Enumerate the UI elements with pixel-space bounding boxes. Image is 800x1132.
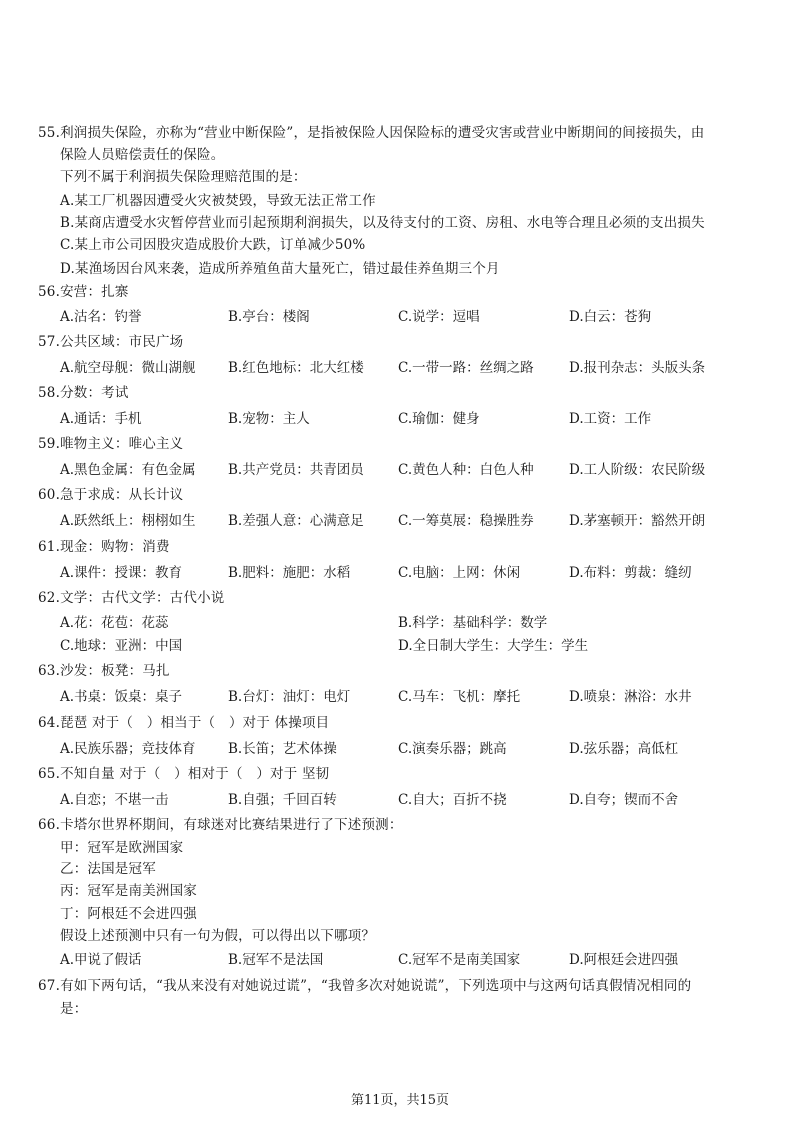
q61-option-d: D.布料：剪裁：缝纫 — [569, 565, 692, 581]
q64-option-c: C.演奏乐器；跳高 — [398, 741, 507, 757]
q62-option-b: B.科学：基础科学：数学 — [398, 615, 548, 631]
q63-stem: 63.沙发：板凳：马扎 — [38, 663, 170, 679]
q57-option-b: B.红色地标：北大红楼 — [228, 360, 364, 376]
q59-option-a: A.黑色金属：有色金属 — [60, 462, 196, 478]
q55-stem-line3: 下列不属于利润损失保险理赔范围的是： — [60, 169, 307, 185]
q65-option-d: D.自夸；锲而不舍 — [569, 792, 679, 808]
q66-option-c: C.冠军不是南美国家 — [398, 952, 521, 968]
q58-option-d: D.工资：工作 — [569, 411, 652, 427]
q57-option-c: C.一带一路：丝绸之路 — [398, 360, 534, 376]
q65-option-a: A.自恋；不堪一击 — [60, 792, 169, 808]
q59-stem: 59.唯物主义：唯心主义 — [38, 436, 184, 452]
q66-question: 假设上述预测中只有一句为假，可以得出以下哪项？ — [60, 928, 376, 944]
q55-option-c: C.某上市公司因股灾造成股价大跌，订单减少50% — [60, 237, 366, 253]
q64-option-a: A.民族乐器；竞技体育 — [60, 741, 196, 757]
q66-stem: 66.卡塔尔世界杯期间，有球迷对比赛结果进行了下述预测： — [38, 817, 403, 833]
q64-option-d: D.弦乐器；高低杠 — [569, 741, 679, 757]
q63-option-b: B.台灯：油灯：电灯 — [228, 689, 351, 705]
q65-option-c: C.自大；百折不挠 — [398, 792, 507, 808]
q56-option-c: C.说学：逗唱 — [398, 309, 480, 325]
q67-stem-line2: 是： — [60, 1001, 88, 1017]
q57-option-a: A.航空母舰：微山湖舰 — [60, 360, 196, 376]
q60-stem: 60.急于求成：从长计议 — [38, 487, 184, 503]
q61-option-c: C.电脑：上网：休闲 — [398, 565, 521, 581]
q59-option-d: D.工人阶级：农民阶级 — [569, 462, 706, 478]
q62-stem: 62.文学：古代文学：古代小说 — [38, 590, 225, 606]
q64-option-b: B.长笛；艺术体操 — [228, 741, 337, 757]
q66-option-a: A.甲说了假话 — [60, 952, 142, 968]
q57-stem: 57.公共区域：市民广场 — [38, 334, 184, 350]
q66-statement-2: 乙：法国是冠军 — [60, 861, 156, 877]
q66-statement-1: 甲：冠军是欧洲国家 — [60, 840, 184, 856]
q55-stem-line1: 55.利润损失保险，亦称为“营业中断保险”，是指被保险人因保险标的遭受灾害或营业中断期间的间接损失，由 — [38, 125, 705, 141]
q58-option-a: A.通话：手机 — [60, 411, 142, 427]
q63-option-c: C.马车：飞机：摩托 — [398, 689, 521, 705]
q56-option-b: B.亭台：楼阁 — [228, 309, 310, 325]
q64-stem: 64.琵琶 对于（ ）相当于（ ）对于 体操项目 — [38, 715, 330, 731]
q62-option-a: A.花：花苞：花蕊 — [60, 615, 169, 631]
q66-statement-3: 丙：冠军是南美洲国家 — [60, 883, 197, 899]
q61-option-a: A.课件：授课：教育 — [60, 565, 183, 581]
q61-option-b: B.肥料：施肥：水稻 — [228, 565, 351, 581]
q56-stem: 56.安营：扎寨 — [38, 284, 129, 300]
q59-option-b: B.共产党员：共青团员 — [228, 462, 364, 478]
q66-option-d: D.阿根廷会进四强 — [569, 952, 679, 968]
q58-option-c: C.瑜伽：健身 — [398, 411, 480, 427]
q66-statement-4: 丁：阿根廷不会进四强 — [60, 906, 197, 922]
q66-option-b: B.冠军不是法国 — [228, 952, 324, 968]
q56-option-a: A.沽名：钓誉 — [60, 309, 142, 325]
q65-stem: 65.不知自量 对于（ ）相对于（ ）对于 坚韧 — [38, 766, 330, 782]
q67-stem-line1: 67.有如下两句话，“我从来没有对她说过谎”，“我曾多次对她说谎”，下列选项中与这两句话真假情况相同的 — [38, 978, 692, 994]
q65-option-b: B.自强；千回百转 — [228, 792, 337, 808]
q60-option-c: C.一筹莫展：稳操胜券 — [398, 513, 534, 529]
q55-option-a: A.某工厂机器因遭受火灾被焚毁，导致无法正常工作 — [60, 193, 376, 209]
q56-option-d: D.白云：苍狗 — [569, 309, 652, 325]
q59-option-c: C.黄色人种：白色人种 — [398, 462, 534, 478]
q62-option-c: C.地球：亚洲：中国 — [60, 638, 183, 654]
q58-stem: 58.分数：考试 — [38, 385, 129, 401]
page-number: 第11页，共15页 — [350, 1093, 450, 1108]
q61-stem: 61.现金：购物：消费 — [38, 539, 170, 555]
q57-option-d: D.报刊杂志：头版头条 — [569, 360, 706, 376]
q62-option-d: D.全日制大学生：大学生：学生 — [398, 638, 589, 654]
q60-option-a: A.跃然纸上：栩栩如生 — [60, 513, 196, 529]
q55-option-d: D.某渔场因台风来袭，造成所养殖鱼苗大量死亡，错过最佳养鱼期三个月 — [60, 261, 500, 277]
q55-stem-line2: 保险人员赔偿责任的保险。 — [60, 147, 225, 163]
q60-option-b: B.差强人意：心满意足 — [228, 513, 364, 529]
q63-option-d: D.喷泉：淋浴：水井 — [569, 689, 692, 705]
q58-option-b: B.宠物：主人 — [228, 411, 310, 427]
q63-option-a: A.书桌：饭桌：桌子 — [60, 689, 183, 705]
q60-option-d: D.茅塞顿开：豁然开朗 — [569, 513, 706, 529]
q55-option-b: B.某商店遭受水灾暂停营业而引起预期利润损失，以及待支付的工资、房租、水电等合理且必须的支出损失 — [60, 215, 705, 231]
